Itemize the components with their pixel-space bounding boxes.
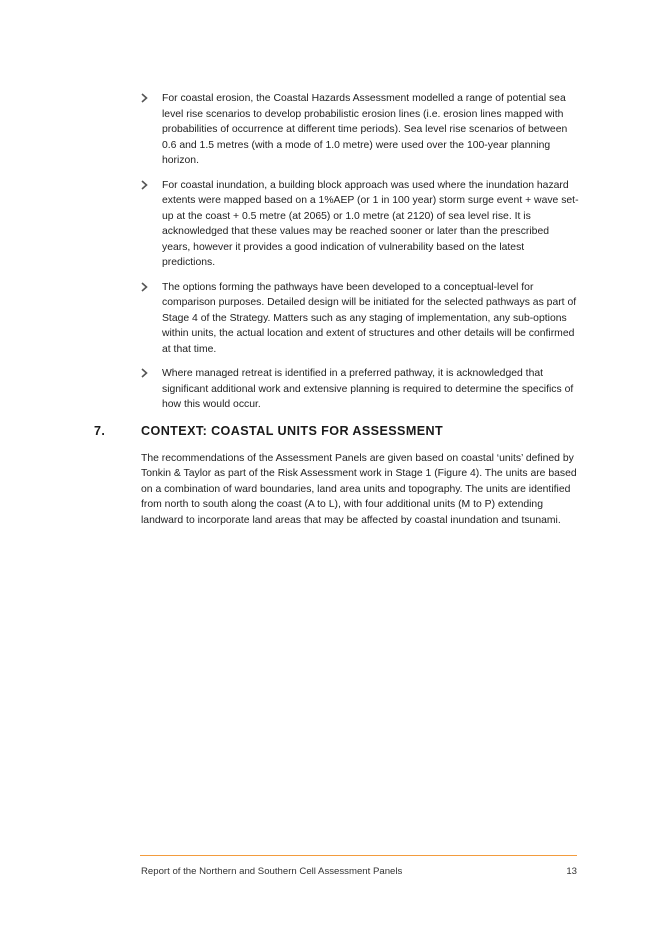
footer-divider: [140, 855, 577, 856]
section-paragraph: The recommendations of the Assessment Panels are given based on coastal ‘units’ defined by Tonkin & Taylor as part of the Risk Assessment work in Stage 1 (Figure 4). The units are based on a combination of ward boundaries, land area units and topography. The units are identified from north to south along the coast (A to L), with four additional units (M to P) extending landward to incorporate land areas that may be affected by coastal inundation and tsunami.: [141, 453, 577, 526]
chevron-right-icon: [140, 92, 149, 104]
bullet-item: [140, 178, 580, 271]
bullet-text: The options forming the pathways have been developed to a conceptual-level for comparison purposes. Detailed design will be initiated for the selected pathways as part of Stage 4 of the Strategy. Matters such as any staging of implementation, any sub-options within units, the actual location and extent of structures and other details will be confirmed at that time.: [162, 281, 577, 355]
bullet-item: [140, 366, 580, 413]
bullet-text: Where managed retreat is identified in a preferred pathway, it is acknowledged that significant additional work and extensive planning is required to determine the specifics of how this would occur.: [162, 368, 574, 410]
chevron-right-icon: [140, 281, 149, 293]
bullet-list: [140, 91, 580, 422]
page-number: 13: [566, 866, 577, 877]
section-number: 7.: [94, 424, 106, 438]
bullet-text: For coastal inundation, a building block approach was used where the inundation hazard extents were mapped based on a 1%AEP (or 1 in 100 year) storm surge event + wave set-up at the coast + 0.5 metre (at 2065) or 1.0 metre (at 2120) of sea level rise. It is acknowledged that these values may be reached sooner or later than the prescribed years, however it provides a good indication of vulnerability based on the latest predictions.: [162, 179, 579, 268]
chevron-right-icon: [140, 179, 149, 191]
bullet-item: [140, 280, 580, 358]
bullet-item: [140, 91, 580, 169]
footer-title: Report of the Northern and Southern Cell Assessment Panels: [141, 866, 403, 877]
section-heading: [94, 424, 584, 442]
section-title: CONTEXT: COASTAL UNITS FOR ASSESSMENT: [141, 424, 444, 438]
chevron-right-icon: [140, 367, 149, 379]
bullet-text: For coastal erosion, the Coastal Hazards Assessment modelled a range of potential sea level rise scenarios to develop probabilistic erosion lines (i.e. erosion lines mapped with probabilities of occurrence at different time periods). Sea level rise scenarios of between 0.6 and 1.5 metres (with a mode of 1.0 metre) were used over the 100-year planning horizon.: [162, 93, 568, 166]
